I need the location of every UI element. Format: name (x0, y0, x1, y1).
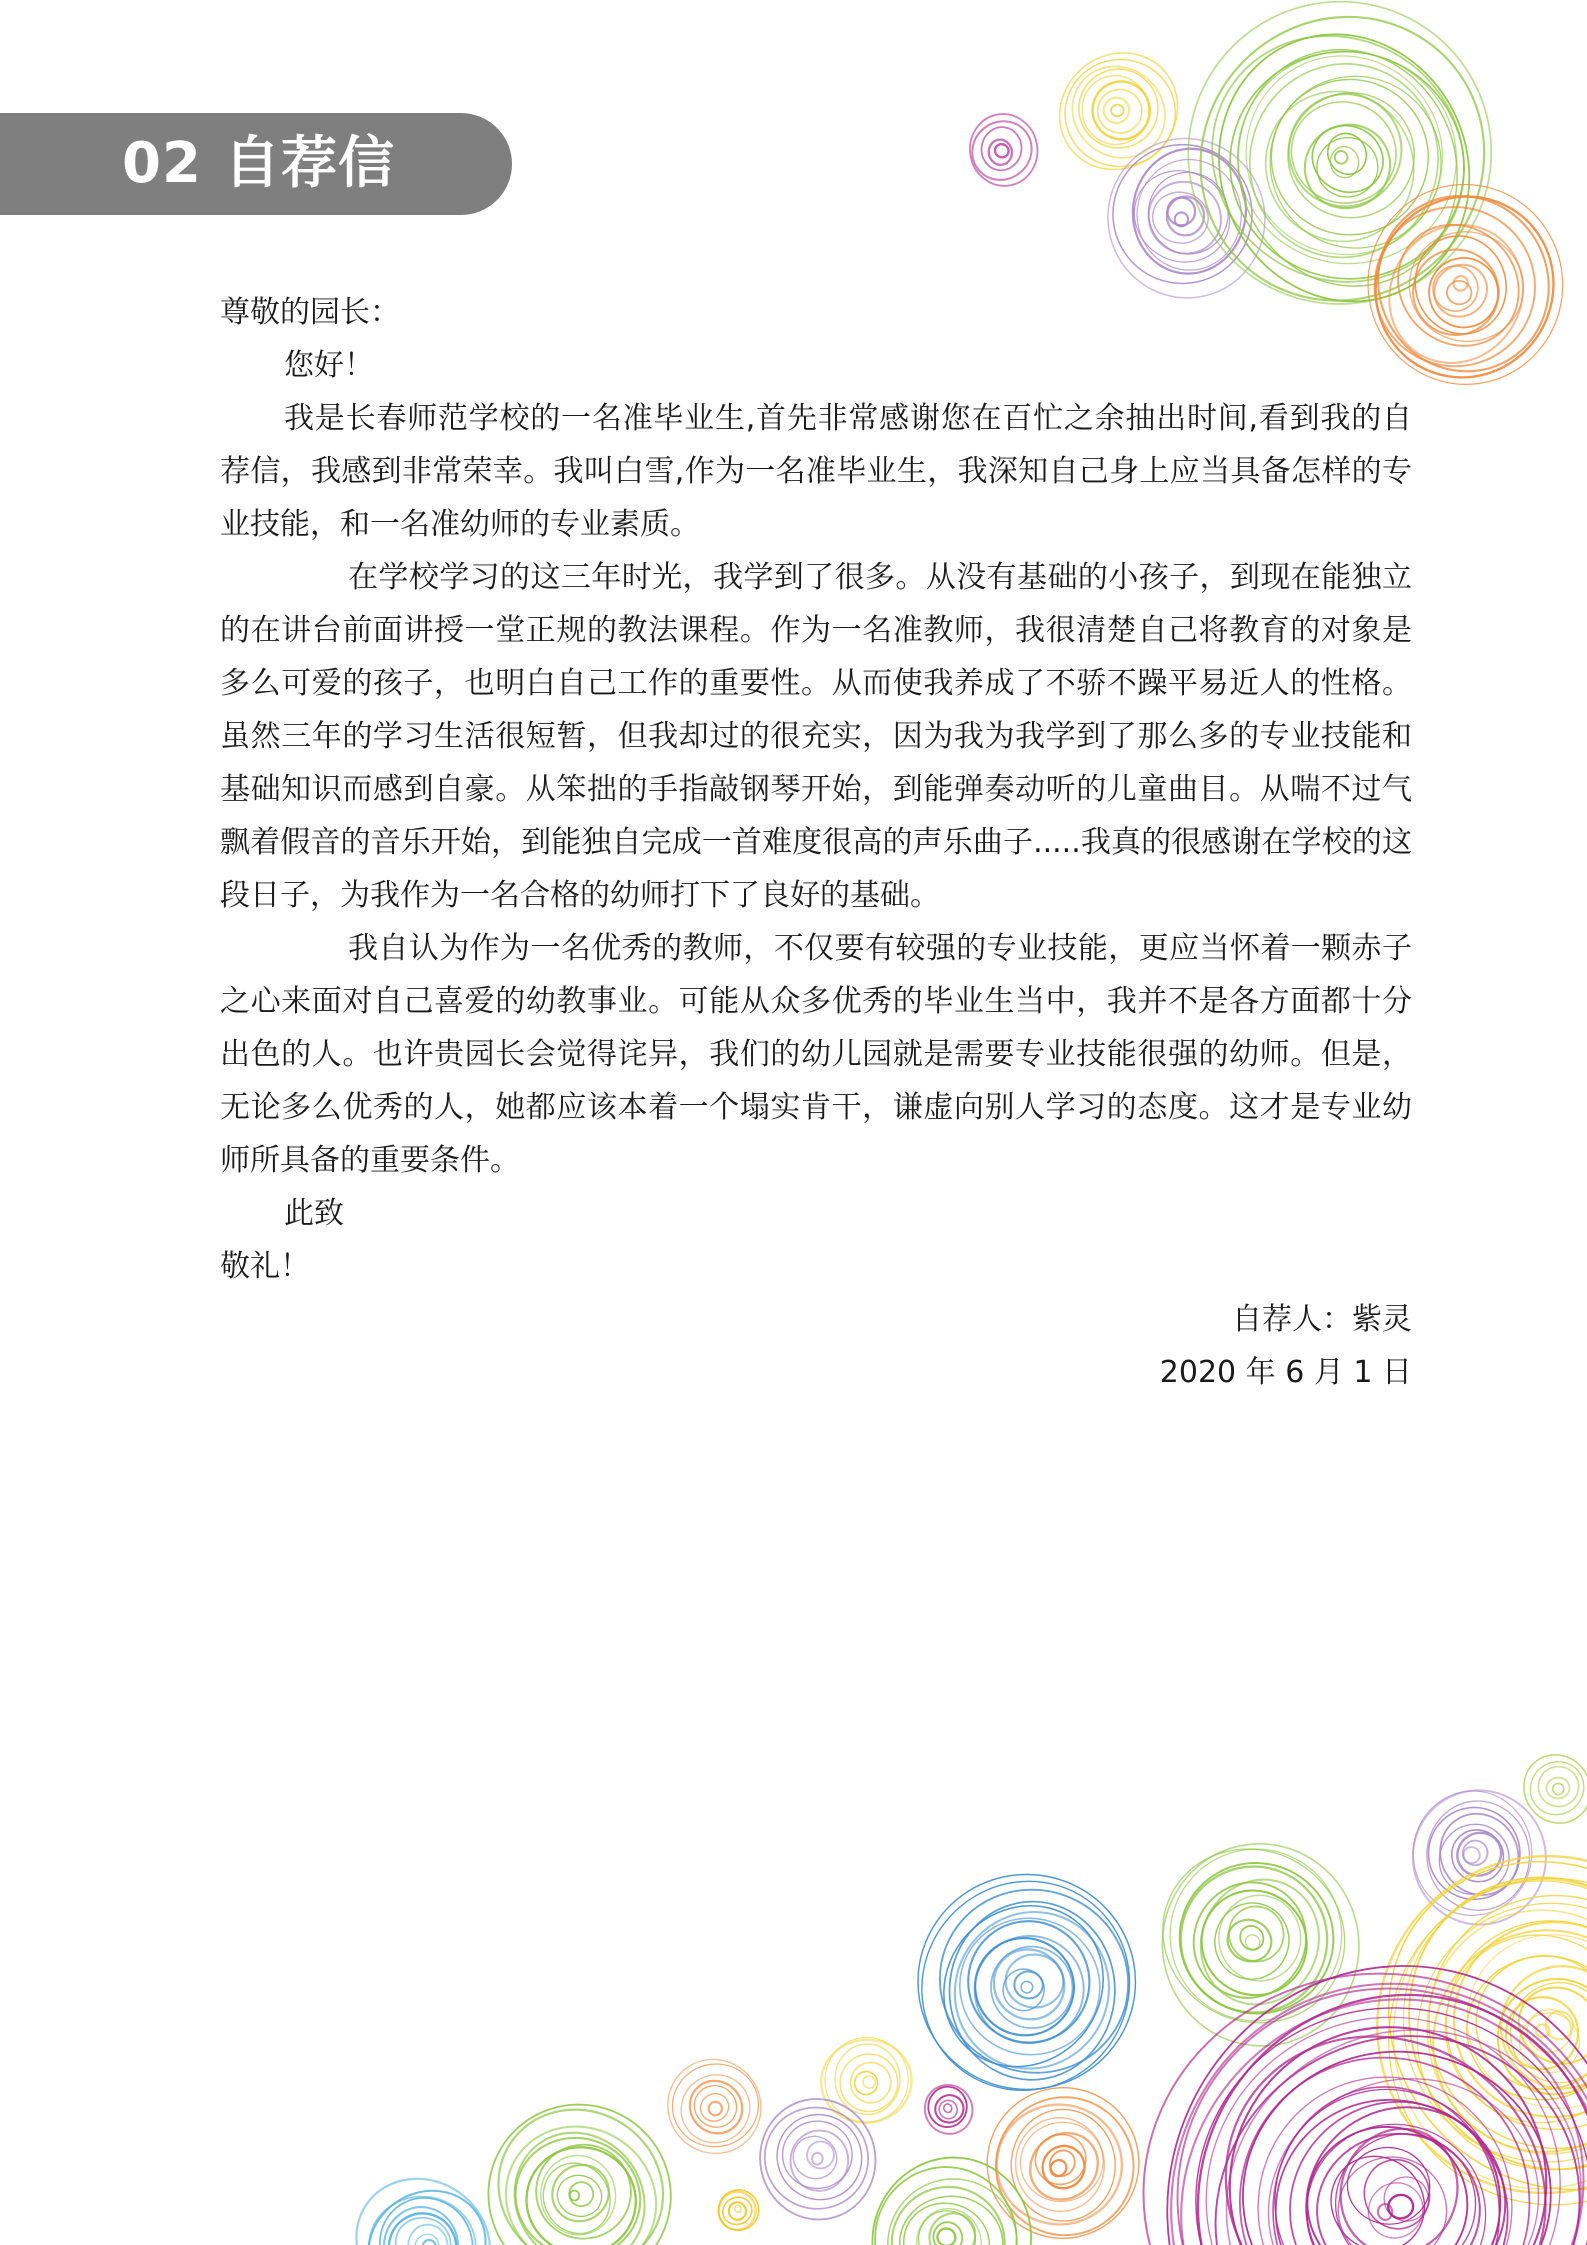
scribble-ring (1446, 280, 1473, 305)
scribble-ring (488, 2107, 671, 2245)
scribble-ring (1133, 1818, 1375, 2054)
scribble-ring (760, 2097, 879, 2216)
scribble-ring (890, 2185, 1007, 2245)
scribble-ring (1217, 1893, 1303, 1983)
scribble-circle-icon (749, 2088, 887, 2230)
scribble-ring (1247, 2058, 1544, 2245)
scribble-ring (788, 2128, 851, 2193)
scribble-ring (468, 2079, 693, 2245)
scribble-ring (536, 2151, 621, 2240)
scribble-ring (541, 2153, 621, 2233)
scribble-ring (786, 2129, 845, 2187)
scribble-ring (946, 1899, 1117, 2083)
scribble-ring (668, 2061, 763, 2156)
scribble-ring (993, 142, 1011, 160)
scribble-ring (1505, 1973, 1587, 2079)
scribble-ring (1218, 31, 1476, 284)
scribble-ring (1218, 1896, 1294, 1973)
scribble-ring (1386, 2193, 1415, 2221)
scribble-ring (1221, 1913, 1278, 1968)
scribble-ring (1165, 1962, 1587, 2245)
scribble-ring (1061, 55, 1180, 171)
scribble-ring (920, 2204, 985, 2245)
scribble-ring (1091, 123, 1273, 305)
scribble-ring (531, 2140, 635, 2243)
scribble-ring (514, 2135, 647, 2245)
scribble-circle-icon (714, 2187, 762, 2235)
scribble-circle-icon (1308, 1787, 1587, 2245)
scribble-ring (1045, 2145, 1080, 2181)
scribble-ring (1289, 109, 1405, 224)
scribble-ring (1273, 2074, 1538, 2245)
scribble-ring (1236, 2044, 1558, 2245)
scribble-ring (1387, 1854, 1587, 2190)
scribble-ring (1506, 1978, 1587, 2088)
scribble-ring (1477, 1942, 1587, 2113)
scribble-ring (1308, 1787, 1587, 2245)
scribble-ring (1013, 2114, 1111, 2210)
scribble-circle-icon (649, 2041, 779, 2172)
scribble-ring (911, 2204, 982, 2245)
scribble-ring (392, 2213, 455, 2245)
scribble-ring (1520, 1751, 1587, 1825)
scribble-ring (1180, 1860, 1339, 2024)
scribble-ring (1047, 2157, 1069, 2180)
scribble-ring (1507, 2001, 1587, 2085)
scribble-ring (1321, 127, 1374, 181)
scribble-ring (1424, 254, 1498, 327)
scribble-ring (1164, 1847, 1350, 2030)
scribble-ring (1126, 142, 1253, 280)
scribble-ring (1166, 1968, 1587, 2245)
scribble-ring (1357, 2152, 1438, 2236)
scribble-ring (566, 2178, 597, 2210)
scribble-ring (1343, 2143, 1434, 2229)
scribble-ring (1460, 1844, 1482, 1866)
scribble-ring (1205, 19, 1490, 318)
scribble-ring (1312, 132, 1383, 202)
scribble-circle-icon (960, 109, 1043, 192)
scribble-ring (1210, 20, 1479, 291)
scribble-ring (1145, 1827, 1376, 2063)
scribble-ring (1004, 1953, 1064, 2009)
scribble-ring (1297, 2117, 1477, 2245)
scribble-ring (1054, 48, 1184, 177)
scribble-ring (1243, 1932, 1263, 1952)
scribble-ring (1491, 1982, 1587, 2084)
letter-closing: 此致 (284, 1196, 344, 1231)
scribble-ring (1035, 2138, 1092, 2196)
scribble-circle-icon (1391, 1769, 1567, 1946)
scribble-ring (861, 2074, 877, 2089)
scribble-ring (1090, 1901, 1587, 2245)
scribble-ring (1282, 87, 1421, 224)
letter-date: 2020 年 6 月 1 日 (1159, 1355, 1412, 1390)
scribble-ring (1378, 2204, 1393, 2221)
scribble-ring (932, 2092, 967, 2126)
scribble-ring (994, 2101, 1125, 2227)
scribble-ring (478, 2098, 684, 2245)
letter-paragraph: 在学校学习的这三年时光，我学到了很多。从没有基础的小孩子，到现在能独立的在讲台前面讲授一堂正规的教法课程。作为一名准教师，我很清楚自己将教育的对象是多么可爱的孩子，也明白自己工作的重要性。从而使我养成了不骄不躁平易近人的性格。虽然三年的学习生活很短暂，但我却过的很充实，因为我为我学到了那么多的专业技能和基础知识而感到自豪。从笨拙的手指敲钢琴开始，到能弹奏动听的儿童曲目。从喘不过气飘着假音的音乐开始，到能独自完成一首难度很高的声乐曲子.....我真的很感谢在学校的这段日子，为我作为一名合格的幼师打下了良好的基础。 (220, 560, 1412, 913)
letter-paragraph: 我是长春师范学校的一名准毕业生,首先非常感谢您在百忙之余抽出时间,看到我的自荐信，我感到非常荣幸。我叫白雪,作为一名准毕业生，我深知自己身上应当具备怎样的专业技能，和一名准幼师的专业素质。 (220, 401, 1412, 542)
scribble-ring (1270, 78, 1430, 236)
scribble-ring (331, 2153, 515, 2245)
scribble-ring (715, 2187, 762, 2234)
scribble-ring (734, 2205, 742, 2213)
scribble-circle-icon (879, 1839, 1171, 2132)
scribble-ring (1076, 70, 1155, 150)
scribble-ring (960, 109, 1043, 192)
scribble-ring (1117, 1915, 1587, 2245)
scribble-ring (974, 1930, 1089, 2045)
scribble-ring (382, 2205, 460, 2245)
scribble-ring (913, 2205, 986, 2245)
scribble-ring (457, 2073, 702, 2245)
scribble-ring (1167, 198, 1195, 226)
scribble-ring (871, 2163, 1020, 2245)
scribble-ring (1135, 1946, 1587, 2245)
scribble-ring (1397, 219, 1536, 354)
scribble-ring (1230, 2044, 1546, 2245)
scribble-ring (1323, 2112, 1475, 2245)
scribble-ring (1525, 2007, 1573, 2054)
scribble-ring (913, 1862, 1155, 2100)
scribble-ring (900, 2196, 1003, 2245)
scribble-ring (1100, 1917, 1587, 2245)
scribble-ring (362, 2180, 490, 2245)
scribble-ring (1394, 1880, 1587, 2192)
scribble-ring (978, 124, 1025, 174)
scribble-ring (686, 2077, 744, 2135)
scribble-ring (1200, 21, 1493, 309)
scribble-ring (1418, 1892, 1587, 2158)
scribble-ring (531, 2151, 623, 2245)
scribble-ring (1205, 1894, 1298, 1989)
scribble-ring (964, 109, 1043, 192)
scribble-ring (1277, 87, 1410, 218)
scribble-ring (406, 2223, 449, 2245)
scribble-ring (1009, 2108, 1117, 2223)
scribble-ring (1458, 1836, 1492, 1870)
scribble-ring (569, 2189, 581, 2201)
scribble-ring (980, 1935, 1079, 2034)
scribble-ring (1301, 114, 1394, 204)
scribble-ring (930, 2219, 965, 2245)
scribble-ring (1391, 1874, 1587, 2189)
scribble-ring (1166, 1975, 1587, 2245)
scribble-ring (1325, 2144, 1460, 2245)
scribble-ring (1025, 2124, 1095, 2194)
scribble-ring (1534, 1762, 1584, 1811)
scribble-ring (987, 138, 1014, 167)
scribble-ring (935, 2226, 958, 2245)
scribble-ring (1118, 153, 1247, 279)
scribble-ring (1017, 2119, 1112, 2213)
scribble-ring (1436, 1903, 1587, 2140)
scribble-ring (1180, 1869, 1328, 2017)
scribble-ring (1474, 1953, 1587, 2091)
scribble-ring (1425, 1799, 1533, 1909)
scribble-ring (781, 2120, 853, 2190)
scribble-ring (1224, 38, 1465, 283)
scribble-ring (1422, 1797, 1534, 1915)
letter-salutation: 尊敬的园长： (220, 295, 400, 330)
scribble-ring (1328, 1818, 1587, 2245)
scribble-circle-icon (331, 2153, 515, 2245)
scribble-ring (1096, 88, 1143, 134)
scribble-ring (862, 2153, 1043, 2245)
scribble-ring (1474, 1955, 1587, 2118)
scribble-ring (1236, 1921, 1268, 1954)
scribble-ring (842, 2054, 898, 2110)
scribble-ring (1429, 262, 1482, 316)
scribble-ring (708, 2102, 722, 2116)
section-title (122, 113, 395, 215)
scribble-ring (1083, 72, 1159, 149)
scribble-ring (1307, 2105, 1505, 2245)
scribble-ring (1459, 1947, 1587, 2108)
scribble-ring (1449, 1825, 1509, 1884)
scribble-ring (1103, 1903, 1587, 2245)
scribble-ring (553, 2170, 607, 2221)
scribble-circle-icon (1090, 1901, 1587, 2245)
scribble-ring (1401, 1897, 1587, 2184)
scribble-ring (727, 2201, 747, 2222)
scribble-ring (679, 2070, 753, 2144)
scribble-ring (1180, 1998, 1587, 2245)
scribble-ring (1391, 1769, 1567, 1946)
scribble-ring (1019, 1979, 1035, 1995)
scribble-ring (1312, 2137, 1444, 2245)
scribble-ring (1236, 62, 1443, 271)
scribble-ring (943, 2103, 954, 2114)
scribble-circle-icon (850, 2136, 1053, 2245)
scribble-ring (1423, 252, 1505, 334)
scribble-ring (420, 2237, 438, 2245)
scribble-ring (750, 2092, 883, 2223)
scribble-ring (818, 2030, 916, 2129)
scribble-ring (1407, 1896, 1587, 2161)
scribble-ring (364, 2191, 481, 2245)
scribble-ring (998, 1964, 1049, 2016)
section-title-text: 自荐信 (223, 131, 395, 196)
scribble-circle-icon (457, 2073, 702, 2245)
scribble-ring (917, 2077, 981, 2142)
scribble-circle-icon (971, 2072, 1158, 2245)
letter-regards: 敬礼！ (220, 1249, 310, 1284)
scribble-ring (834, 2043, 900, 2115)
scribble-ring (1074, 64, 1163, 153)
scribble-ring (1323, 1795, 1587, 2245)
scribble-ring (1165, 194, 1207, 237)
scribble-ring (1410, 1788, 1535, 1918)
scribble-ring (807, 2141, 835, 2169)
scribble-circle-icon (1510, 1742, 1587, 1837)
scribble-ring (346, 2168, 508, 2245)
section-number: 02 (122, 131, 202, 196)
scribble-ring (1510, 1742, 1587, 1837)
scribble-ring (749, 2088, 887, 2230)
scribble-ring (1098, 92, 1134, 128)
scribble-ring (1451, 273, 1471, 293)
scribble-ring (1404, 225, 1518, 345)
scribble-ring (1313, 2130, 1484, 2245)
scribble-ring (817, 2035, 916, 2127)
letter-paragraph: 我自认为作为一名优秀的教师，不仅要有较强的专业技能，更应当怀着一颗赤子之心来面对自己喜爱的幼教事业。可能从众多优秀的毕业生当中，我并不是各方面都十分出色的人。也许贵园长会觉得诧异，我们的幼儿园就是需要专业技能很强的幼师。但是，无论多么优秀的人，她都应该本着一个塌实肯干，谦虚向别人学习的态度。这才是专业幼师所具备的重要条件。 (220, 931, 1412, 1178)
scribble-ring (911, 1873, 1136, 2099)
scribble-ring (946, 1904, 1113, 2068)
scribble-ring (1232, 2040, 1576, 2245)
scribble-ring (1134, 167, 1235, 268)
scribble-ring (719, 2193, 756, 2229)
section-header-tab (0, 113, 512, 215)
scribble-ring (1196, 2008, 1587, 2245)
scribble-ring (1012, 2114, 1108, 2215)
scribble-circle-icon (817, 2030, 916, 2129)
scribble-ring (916, 1873, 1137, 2092)
scribble-ring (1117, 1931, 1587, 2245)
scribble-ring (1383, 1869, 1587, 2198)
scribble-ring (1399, 235, 1513, 349)
scribble-ring (381, 2205, 465, 2245)
scribble-ring (1332, 148, 1350, 166)
scribble-ring (1266, 71, 1424, 229)
scribble-ring (1448, 1915, 1587, 2123)
scribble-ring (649, 2041, 779, 2172)
scribble-ring (1140, 1970, 1587, 2245)
letter-greeting: 您好！ (284, 348, 374, 383)
scribble-ring (1138, 1817, 1374, 2054)
scribble-ring (1265, 2079, 1508, 2245)
scribble-ring (1535, 2023, 1551, 2038)
scribble-ring (1345, 1823, 1587, 2220)
scribble-ring (1241, 47, 1471, 278)
scribble-ring (1013, 1970, 1045, 2001)
scribble-ring (1173, 1863, 1326, 2018)
scribble-ring (850, 2136, 1053, 2245)
scribble-ring (1111, 104, 1124, 116)
scribble-circle-icon (1133, 1817, 1377, 2063)
scribble-ring (1139, 163, 1237, 263)
scribble-ring (812, 2152, 824, 2165)
scribble-ring (963, 1924, 1096, 2056)
scribble-ring (1156, 1842, 1352, 2037)
scribble-ring (1251, 2071, 1518, 2245)
scribble-ring (963, 1925, 1087, 2048)
scribble-ring (925, 1882, 1139, 2098)
scribble-circle-icon (917, 2077, 981, 2142)
scribble-ring (1175, 212, 1188, 226)
scribble-ring (1329, 145, 1361, 179)
scribble-ring (497, 2119, 658, 2245)
scribble-ring (1357, 2172, 1434, 2245)
scribble-ring (1356, 1826, 1587, 2221)
scribble-ring (1148, 187, 1213, 248)
scribble-ring (410, 2230, 444, 2245)
scribble-ring (894, 2193, 1000, 2245)
scribble-ring (1542, 2008, 1576, 2043)
scribble-ring (971, 2073, 1158, 2245)
scribble-ring (971, 2072, 1155, 2245)
scribble-ring (1163, 0, 1513, 332)
scribble-ring (936, 2097, 960, 2121)
scribble-ring (829, 2043, 909, 2123)
scribble-ring (1270, 2087, 1523, 2245)
scribble-ring (1245, 2069, 1538, 2245)
scribble-ring (1135, 158, 1243, 272)
scribble-ring (665, 2056, 766, 2155)
scribble-ring (1150, 1969, 1587, 2245)
scribble-ring (714, 2187, 761, 2235)
scribble-ring (1425, 1810, 1523, 1909)
scribble-ring (695, 2088, 734, 2127)
scribble-ring (850, 2067, 881, 2099)
cover-letter (220, 286, 1412, 1399)
scribble-ring (927, 2085, 968, 2128)
scribble-ring (1036, 29, 1202, 194)
scribble-ring (943, 1896, 1114, 2067)
scribble-ring (1551, 1782, 1566, 1797)
letter-signature: 自荐人：紫灵 (1232, 1302, 1412, 1337)
scribble-ring (1546, 1777, 1571, 1799)
scribble-ring (1376, 2169, 1437, 2230)
scribble-ring (1441, 1819, 1514, 1892)
scribble-ring (879, 1839, 1171, 2132)
scribble-circle-icon (1036, 29, 1202, 194)
scribble-ring (1422, 1801, 1527, 1906)
